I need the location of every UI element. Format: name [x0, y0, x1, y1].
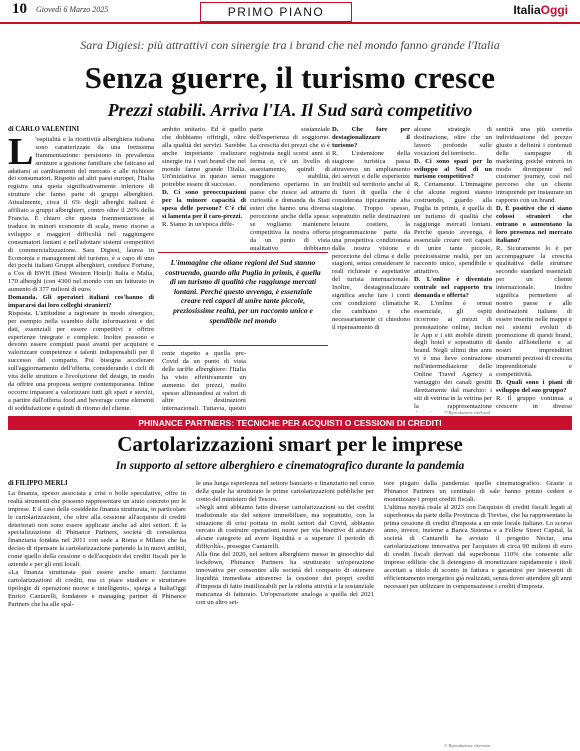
section-label: PRIMO PIANO — [200, 2, 352, 22]
pull-quote: L'immagine che oliane regioni del Sud stanno costruendo, guardo alla Puglia in primis, è quella di un turismo di qualità che raggiunge mercati lontani. Perché questo avvenga, è essenziale creare reti capaci di unire tante piccole, preziosissime realtà, per un racconto unico e spendibile nel mondo — [158, 252, 328, 346]
question: D. Quali sono i piani di sviluppo del suo gruppo? — [496, 379, 572, 394]
answer: R. Il gruppo continua a crescere in diverse — [496, 394, 572, 408]
paragraph: rente rispetto a quella pre-Covid da un punto di vista delle tariffe alberghiere: l'Italia ha visto effettivamente un aumento dei prezzi, molto spesso allineandosi ai valori di altre destinazioni internazionali. Tuttavia, questo — [162, 350, 246, 412]
paragraph: tore piegato dalla pandemia: quello cinematografico. Grazie a Phinance Partners un centinaio di sale hanno potuto cedere e monetizzare i propri crediti fiscali. — [384, 480, 572, 503]
masthead-logo — [513, 3, 568, 17]
paragraph: L'ultima novità risale al 2023 con l'acquisto di crediti fiscali legati al superbonus da parte della Provincia di Treviso, che ha rappresentato la prima cessione di crediti d'imposta a un ente locale italiano. Lo scorso anno, invece, insieme a Banca Sistema e a Fellow Street Capital, la società di Cantarelli ha avviato il progetto Nectar, una cartolarizzazione innovativa per l'acquisto di circa 90 milioni di euro di crediti fiscali derivati dal superbonus 110% che consente alle imprese edilizie che li detengono di monetizzare rapidamente i titoli accettati a titolo di sconto in fattura e garantirsi per interventi di efficientamento energetico già realizzati, senza dover attendere gli anni necessari per utilizzare in compensazione i crediti d'imposta. — [384, 503, 572, 590]
paragraph: Alla fine del 2020, nel settore alberghiero messo in ginocchio dal lockdown, Phinance Partners ha strutturato un'operazione innovativa per consentire alle società del comparto di ottenere liquidità immediata attraverso la cessione dei propri crediti d'imposta di fatto inutilizzabili per la ridotta attività e la sostanziale mancanza di fatturato. Un'operazione analoga a quella del 2021 con un altro set- — [196, 551, 374, 606]
paragraph: parte sostanziale dell'esperienza di soggiorno. La crescita dei prezzi che si è registrata negli scorsi anni si ferma e, c'è un livello di assestamento, quindi di maggiore stabilità, nondimeno operiamo in un paese che riesce ad attrarre curiosità e domanda da Stati esteri che hanno una diversa percezione anche della spesa: se vogliamo mantenere competitiva la nostra offerta da un punto di vista qualitativo dobbiamo — [250, 126, 330, 250]
question: D. Ci sono preoccupazioni per la minore capacità di spesa delle persone? C'è chi sì lamenta per il caro-prezzi. — [162, 189, 246, 220]
article-column-5 — [496, 126, 572, 408]
article-column-3-top — [250, 126, 330, 250]
question: Domanda. Gli operatori italiani cos'hanno di impararsi dai loro colleghi stranieri? — [8, 294, 154, 309]
article-column-4 — [414, 126, 492, 412]
article-headline: Senza guerre, il turismo cresce — [84, 60, 496, 95]
article2-subhead: In supporto al settore alberghiero e cinematografico durante la pandemia — [115, 460, 465, 472]
paragraph: «Negli anni abbiamo fatto diverse cartolarizzazioni su dei crediti tradizionale sia del settore immobiliare, ma soprattutto, con la situazione di crisi portata in molti settori dal Covid, abbiamo cercato di costruire operazioni nuove per via bisettivo di aiutare alcune categorie ad avere liquidità e a superare il periodo di difficoltà», prosegue Cantarelli. — [196, 503, 374, 551]
paragraph: ambito unitario. Ed è quello che dobbiamo offrirgli, oltre alla qualità dei servizi. Sarebbe anche importante realizzare sinergie tra i vari brand che nel mondo fanno grande l'Italia. Un'iniziativa in questo senso potrebbe essere di successo. — [162, 126, 246, 189]
byline: di FILIPPO MERLI — [8, 480, 68, 487]
article-kicker: Sara Digiesi: più attrattivi con sinergie tra i brand che nel mondo fanno grande l'Italia — [80, 38, 500, 52]
byline: di CARLO VALENTINI — [8, 126, 80, 133]
copyright-note: © Riproduzione riservata — [444, 410, 490, 415]
paragraph: «La finanza strutturata può essere anche smart: facciamo cartolarizzazioni di crediti, ma ci piace studiare e strutturare tipologie di operazioni nuove e intelligenti», spiega a ItaliaOggi Enrico Cantarelli, fondatore e managing partner di Phinance Partners che ha alle spal- — [8, 568, 186, 608]
paragraph: alcune strategie di destinazione, oltre che un lavoro profondo sulle vocazioni del territorio. — [414, 126, 492, 157]
section-band: PHINANCE PARTNERS: TECNICHE PER ACQUISTI O CESSIONI DI CREDITI — [8, 416, 572, 430]
paragraph: La finanza, spesso associata a crisi o bolle speculative, offre in realtà strumenti che possono rappresentare un aiuto concreto per le imprese. E il caso delle cosiddette finanza strutturata, in particolare le cartolarizzazioni, che oltre alla cessione all'acquisto di crediti deteriorati non sono essere applicate anche ad altri settori. È la specializzazione di Phinance Partners, società di consulenza finanziaria fondata nel 2011 con sede a Roma e Milano che ha deciso di ripensare la cartolarizzazione partendo la in nuovi ambiti, come quello della cessione o dell'acquisto dei crediti fiscali per le aziende e per gli enti locali. — [8, 489, 186, 569]
drop-cap: L — [8, 130, 34, 173]
article2-column-2 — [196, 480, 374, 744]
article-column-2-top — [162, 126, 246, 250]
issue-date: Giovedì 6 Marzo 2025 — [36, 5, 109, 14]
answer: Risposta. L'attitudine a ragionare in modo sinergico, per esempio nella scambio delle informazioni e dei dati, essenziali per essere competitivi e offrire esperienze integrate e complete. Inoltre possono e devono essere compiuti passi avanti per acquisire e valorizzare competenze e talenti indispensabili per il successo del comparto. Poi bisogna accelerare sull'aggiornamento dell'offerta, considerando i cicli di vita delle strutture e l'evoluzione del design, in modo da offrire una proposta sempre contemporanea. Infine occorre imparare a valorizzare tutti gli spazi e servizi, a partire dall'offerta food and beverage come elementi di soddisfazione e quindi di ritorno del cliente. — [8, 309, 154, 412]
article-column-2-bottom — [162, 350, 246, 412]
article2-headline: Cartolarizzazioni smart per le imprese — [117, 432, 463, 456]
question: D. Che fare per destagionalizzare il turismo? — [332, 126, 410, 149]
paragraph: le una lunga esperienza nel settore bancario e finanziario nel corso della quale ha strutturato le prime cartolarizzazioni pubbliche per conto del ministero del Tesoro. — [196, 480, 374, 503]
answer: R. Sicuramente lo è per accompagnare la crescita qualitativa delle strutture secondo standard essenziali per un cliente internazionale. Inoltre significa permettere al nostro paese e alle destinazioni italiane di essere inserite nelle mappe e nei sistemi evoluti di promozione di questi brand, dando all'hotellerie e ai nostri imprenditori strumenti preziosi di crescita imprenditoriale e competitività. — [496, 244, 572, 379]
article2-column-1 — [8, 480, 186, 744]
copyright-note: © Riproduzione riservata — [444, 743, 490, 748]
answer: R. Certamente. L'immagine che alcune regioni stanno costruendo, guardo alla Puglia in primis, è quella di un turismo di qualità che raggiunge mercati lontani. Perché questo avvenga, è essenziale creare reti capaci di unire tante piccole, preziosissime realtà, per un racconto unico, spendibile e attrattivo. — [414, 181, 492, 276]
answer: R. L'estensione della stagione turistica passa attraverso un ampliamento dei servizi e delle esperienze fruibili sul territorio anche al di fuori di quella che è considerata tipicamente alta stagione. Troppo spesso, soprattutto nelle destinazioni leisure costiere, la programmazione parte da una prospettiva condizionata dalla nostra visione e percezione del clima e delle stagioni, senza considerare le reali richieste e aspettative del turista internazionale. Inoltre, destagionalizzare significa anche fare i conti con condizioni climatiche che cambiano e che necessariamente ci chiedono il ripensamento di — [332, 149, 410, 331]
question: D. L'online è diventato centrale nel rapporto tra domanda e offerta? — [414, 276, 492, 300]
paragraph: sentirà una più corretta individuazione del prezzo giusto e definirà i contenuti delle campagne di marketing poiché entrerà in modo dirompente nel customer journey, così nel percorso che un cliente intraprende per instaurare un rapporto con un brand. — [496, 126, 572, 205]
answer: R. Siamo in un'epoca diffe- — [162, 220, 235, 228]
logo-italia: Italia — [513, 3, 541, 17]
article2-column-3 — [384, 480, 572, 742]
article-column-3 — [332, 126, 410, 412]
page-number: 10 — [12, 1, 27, 17]
question: D. È positivo che ci siano colossi stranieri che entrano o aumentano la loro presenza nel mercato italiano? — [496, 205, 572, 244]
answer: R. L'online è ormai essenziale, gli ospiti ricorrono ai mezzi di prenotazione online, inclusi le App e i siti mobile diretti degli hotel e soprattutto di brand. Negli ultimi due anni vi è una lieve contrazione nell'intermediazione delle Online Travel Agency a vantaggio dei canali gestiti direttamente dal marchio: i siti di vetrina in la vetrina per la rappresentazione — [414, 299, 492, 410]
paragraph: 'ospitalità e la ricettività alberghiera italiana sono caratterizzate da una fortissima frammentazione: persistono in prevalenza strutture a gestione familiare che faticano ad adattarsi ai cambiamenti del mercato e alle richieste dei consumatori. Rispetto ad altri paesi europei, l'Italia registra una quota significativamente inferiore di strutture che fanno parte di gruppi alberghieri. Attualmente, circa il 6% degli alberghi italiani è affiliato a gruppi alberghieri, contro oltre il 20% della Francia. È chiaro che questa frammentazione si traduce in minori economie di scala, meno risorse a sviluppo e maggiori difficoltà nel raggiungere consumatori lontani e nell'adottare sistemi competitivi di commercializzazione. Sara Digiesi, laurea in Economia e management del turismo, è a capo di uno dei pochi italiani Gruppi alberghieri, conduce Fortune, a Cos di BWH (Best Western Hotel): Italia e Malta, 170 alberghi (con 4300 nel mondo con un fatturato in aumento di 377 milioni di euro. — [8, 135, 154, 294]
article-subhead: Prezzi stabili. Arriva l'IA. Il Sud sarà competitivo — [107, 100, 473, 120]
logo-oggi: Oggi — [540, 3, 568, 17]
page-header — [0, 0, 580, 24]
article-column-1 — [8, 126, 154, 412]
question: D. Ci sono spazi per lo sviluppo al Sud di un turismo competitivo? — [414, 157, 492, 181]
